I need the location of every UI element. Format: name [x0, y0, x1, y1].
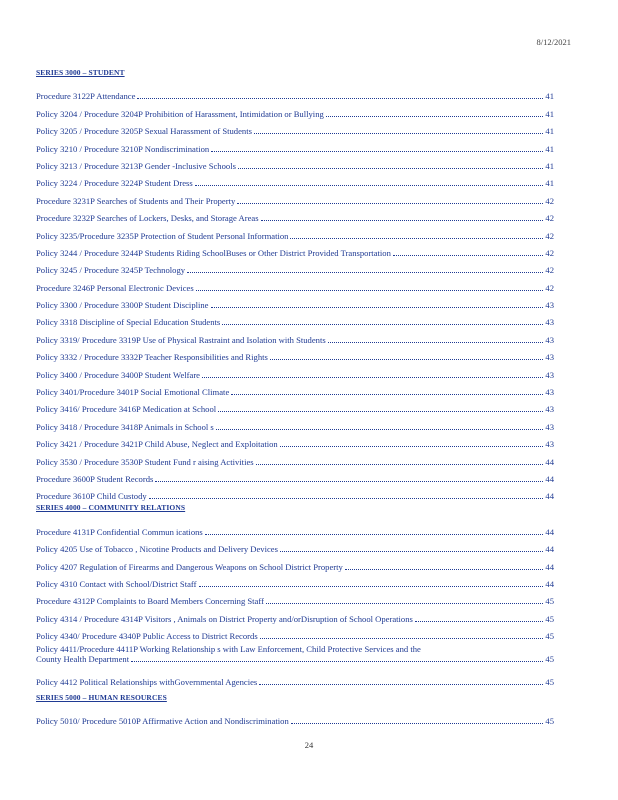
toc-entry[interactable]	[36, 293, 554, 310]
toc-entry-title: Policy 3421 / Procedure 3421P Child Abuse, Neglect and Exploitation	[36, 439, 278, 450]
toc-entry[interactable]	[36, 589, 554, 606]
toc-entry-page: 41	[545, 108, 554, 119]
toc-entry-title: Policy 3300 / Procedure 3300P Student Discipline	[36, 300, 209, 311]
dot-leader	[326, 114, 544, 117]
toc-entry-title: Procedure 4131P Confidential Commun ications	[36, 526, 203, 537]
toc-entry-page: 41	[545, 143, 554, 154]
toc-entry-title: Policy 3318 Discipline of Special Education Students	[36, 317, 221, 328]
toc-entry-page: 43	[545, 352, 554, 363]
toc-entry-title: Policy 3418 / Procedure 3418P Animals in School s	[36, 421, 214, 432]
toc-entry-title: Policy 4411/Procedure 4411P Working Relationship s with Law Enforcement, Child Protective Services and the	[36, 644, 421, 655]
toc-entry[interactable]	[36, 362, 554, 379]
toc-entry-page: 42	[545, 247, 554, 258]
toc-entry-page: 42	[545, 230, 554, 241]
toc-entry-page: 43	[545, 387, 554, 398]
toc-entry[interactable]	[36, 449, 554, 466]
series-heading: SERIES 3000 – STUDENT	[36, 68, 125, 77]
toc-entry-page: 43	[545, 421, 554, 432]
toc-entry-title: Policy 3235/Procedure 3235P Protection of Student Personal Information	[36, 230, 289, 241]
dot-leader	[187, 270, 543, 273]
toc-entry-title: Procedure 3600P Student Records	[36, 473, 154, 484]
toc-entry[interactable]	[36, 188, 554, 205]
toc-entry-page: 43	[545, 317, 554, 328]
toc-entry-title: Policy 4340/ Procedure 4340P Public Access to District Records	[36, 631, 258, 642]
toc-entry-title: Policy 4412 Political Relationships withGovernmental Agencies	[36, 676, 258, 687]
toc-entry[interactable]	[36, 241, 554, 258]
toc-entry-title: Procedure 3246P Personal Electronic Devices	[36, 282, 194, 293]
dot-leader	[238, 166, 543, 169]
toc-entry[interactable]	[36, 84, 554, 101]
toc-entry-title: Procedure 3232P Searches of Lockers, Desks, and Storage Areas	[36, 213, 259, 224]
dot-leader	[280, 444, 544, 447]
toc-entry-title: Policy 3210 / Procedure 3210P Nondiscrimination	[36, 143, 210, 154]
dot-leader	[211, 305, 544, 308]
dot-leader	[254, 131, 543, 134]
dot-leader	[211, 149, 543, 152]
toc-entry[interactable]	[36, 397, 554, 414]
toc-entry-page: 45	[545, 676, 554, 687]
dot-leader	[393, 253, 544, 256]
dot-leader	[256, 462, 544, 465]
toc-entry-title: Policy 3205 / Procedure 3205P Sexual Harassment of Students	[36, 126, 252, 137]
toc-entry[interactable]	[36, 606, 554, 623]
series-heading: SERIES 5000 – HUMAN RESOURCES	[36, 692, 167, 702]
toc-entry-title: Procedure 3231P Searches of Students and Their Property	[36, 195, 236, 206]
toc-entry-page: 41	[545, 160, 554, 171]
dot-leader	[280, 549, 543, 552]
toc-entry-page: 44	[545, 561, 554, 572]
table-of-contents	[36, 66, 554, 726]
dot-leader	[290, 236, 543, 239]
dot-leader	[205, 532, 544, 535]
toc-entry-title: Procedure 3122P Attendance	[36, 91, 136, 102]
toc-entry[interactable]	[36, 345, 554, 362]
toc-entry[interactable]	[36, 171, 554, 188]
toc-entry-page: 43	[545, 369, 554, 380]
toc-entry-title: Policy 3245 / Procedure 3245P Technology	[36, 265, 186, 276]
toc-entry-page: 44	[545, 491, 554, 502]
dot-leader	[195, 183, 544, 186]
toc-entry-page: 41	[545, 91, 554, 102]
series-heading: SERIES 4000 – COMMUNITY RELATIONS	[36, 503, 186, 513]
dot-leader	[231, 392, 543, 395]
toc-entry[interactable]	[36, 644, 554, 664]
toc-entry-title: Policy 3319/ Procedure 3319P Use of Physical Rastraint and Isolation with Students	[36, 334, 326, 345]
toc-entry[interactable]	[36, 136, 554, 153]
toc-entry-title: Policy 3400 / Procedure 3400P Student Welfare	[36, 369, 200, 380]
toc-entry[interactable]	[36, 554, 554, 571]
toc-entry[interactable]	[36, 327, 554, 344]
dot-leader	[259, 682, 543, 685]
toc-entry-page: 45	[545, 715, 554, 726]
toc-entry-title-continued: County Health Department	[36, 654, 130, 665]
dot-leader	[237, 201, 543, 204]
dot-leader	[131, 659, 543, 662]
toc-entry-title: Policy 3244 / Procedure 3244P Students Riding SchoolBuses or Other District Provided Transportation	[36, 247, 391, 258]
toc-entry-page: 45	[545, 654, 554, 665]
toc-entry-title: Policy 4205 Use of Tobacco , Nicotine Products and Delivery Devices	[36, 544, 278, 555]
dot-leader	[415, 619, 544, 622]
dot-leader	[196, 288, 544, 291]
toc-entry[interactable]	[36, 467, 554, 484]
dot-leader	[149, 496, 544, 499]
toc-entry-page: 44	[545, 473, 554, 484]
toc-entry-title: Policy 5010/ Procedure 5010P Affirmative Action and Nondiscrimination	[36, 715, 289, 726]
toc-entry-page: 43	[545, 404, 554, 415]
toc-entry-page: 44	[545, 544, 554, 555]
dot-leader	[199, 584, 544, 587]
toc-entry-page: 42	[545, 195, 554, 206]
toc-entry-title: Policy 3213 / Procedure 3213P Gender -Inclusive Schools	[36, 160, 236, 171]
toc-entry-title: Policy 3224 / Procedure 3224P Student Dress	[36, 178, 193, 189]
toc-entry[interactable]	[36, 119, 554, 136]
toc-entry-page: 45	[545, 631, 554, 642]
dot-leader	[202, 375, 543, 378]
toc-entry[interactable]	[36, 414, 554, 431]
dot-leader	[291, 721, 544, 724]
dot-leader	[328, 340, 544, 343]
toc-entry-page: 44	[545, 526, 554, 537]
toc-entry-page: 42	[545, 265, 554, 276]
toc-entry-title: Policy 3204 / Procedure 3204P Prohibition of Harassment, Intimidation or Bullying	[36, 108, 324, 119]
dot-leader	[270, 357, 544, 360]
toc-entry-title: Policy 3530 / Procedure 3530P Student Fund r aising Activities	[36, 456, 254, 467]
toc-entry-page: 44	[545, 456, 554, 467]
toc-entry-title: Policy 3332 / Procedure 3332P Teacher Responsibilities and Rights	[36, 352, 268, 363]
toc-entry-page: 44	[545, 578, 554, 589]
dot-leader	[218, 409, 543, 412]
toc-entry-page: 43	[545, 300, 554, 311]
toc-entry[interactable]	[36, 223, 554, 240]
toc-entry-page: 41	[545, 126, 554, 137]
toc-entry[interactable]	[36, 572, 554, 589]
toc-entry-page: 42	[545, 282, 554, 293]
toc-entry-page: 43	[545, 439, 554, 450]
toc-entry-title: Policy 3401/Procedure 3401P Social Emotional Climate	[36, 387, 230, 398]
page-number: 24	[304, 740, 314, 750]
dot-leader	[155, 479, 543, 482]
toc-entry[interactable]	[36, 669, 554, 686]
toc-entry[interactable]	[36, 154, 554, 171]
toc-entry-page: 41	[545, 178, 554, 189]
toc-entry[interactable]	[36, 380, 554, 397]
toc-entry[interactable]	[36, 537, 554, 554]
toc-entry-title: Policy 4207 Regulation of Firearms and Dangerous Weapons on School District Property	[36, 561, 343, 572]
toc-entry-page: 42	[545, 213, 554, 224]
toc-entry[interactable]	[36, 624, 554, 641]
toc-entry[interactable]	[36, 310, 554, 327]
toc-entry-title: Procedure 4312P Complaints to Board Members Concerning Staff	[36, 596, 264, 607]
toc-entry[interactable]	[36, 101, 554, 118]
dot-leader	[266, 601, 543, 604]
toc-entry-title: Policy 4314 / Procedure 4314P Visitors , Animals on District Property and/orDisruption of School Operations	[36, 613, 413, 624]
toc-entry-page: 45	[545, 596, 554, 607]
toc-entry-page: 43	[545, 334, 554, 345]
dot-leader	[137, 96, 543, 99]
toc-entry-title: Procedure 3610P Child Custody	[36, 491, 147, 502]
toc-entry[interactable]	[36, 519, 554, 536]
toc-entry[interactable]	[36, 709, 554, 726]
dot-leader	[222, 322, 543, 325]
dot-leader	[345, 567, 544, 570]
document-date: 8/12/2021	[536, 37, 571, 47]
dot-leader	[261, 218, 544, 221]
toc-entry[interactable]	[36, 432, 554, 449]
dot-leader	[260, 636, 544, 639]
toc-entry[interactable]	[36, 206, 554, 223]
toc-entry-title: Policy 4310 Contact with School/District Staff	[36, 578, 197, 589]
dot-leader	[216, 427, 544, 430]
toc-entry-title: Policy 3416/ Procedure 3416P Medication at School	[36, 404, 217, 415]
toc-entry[interactable]	[36, 258, 554, 275]
toc-entry[interactable]	[36, 275, 554, 292]
toc-entry[interactable]	[36, 484, 554, 501]
toc-entry-page: 45	[545, 613, 554, 624]
